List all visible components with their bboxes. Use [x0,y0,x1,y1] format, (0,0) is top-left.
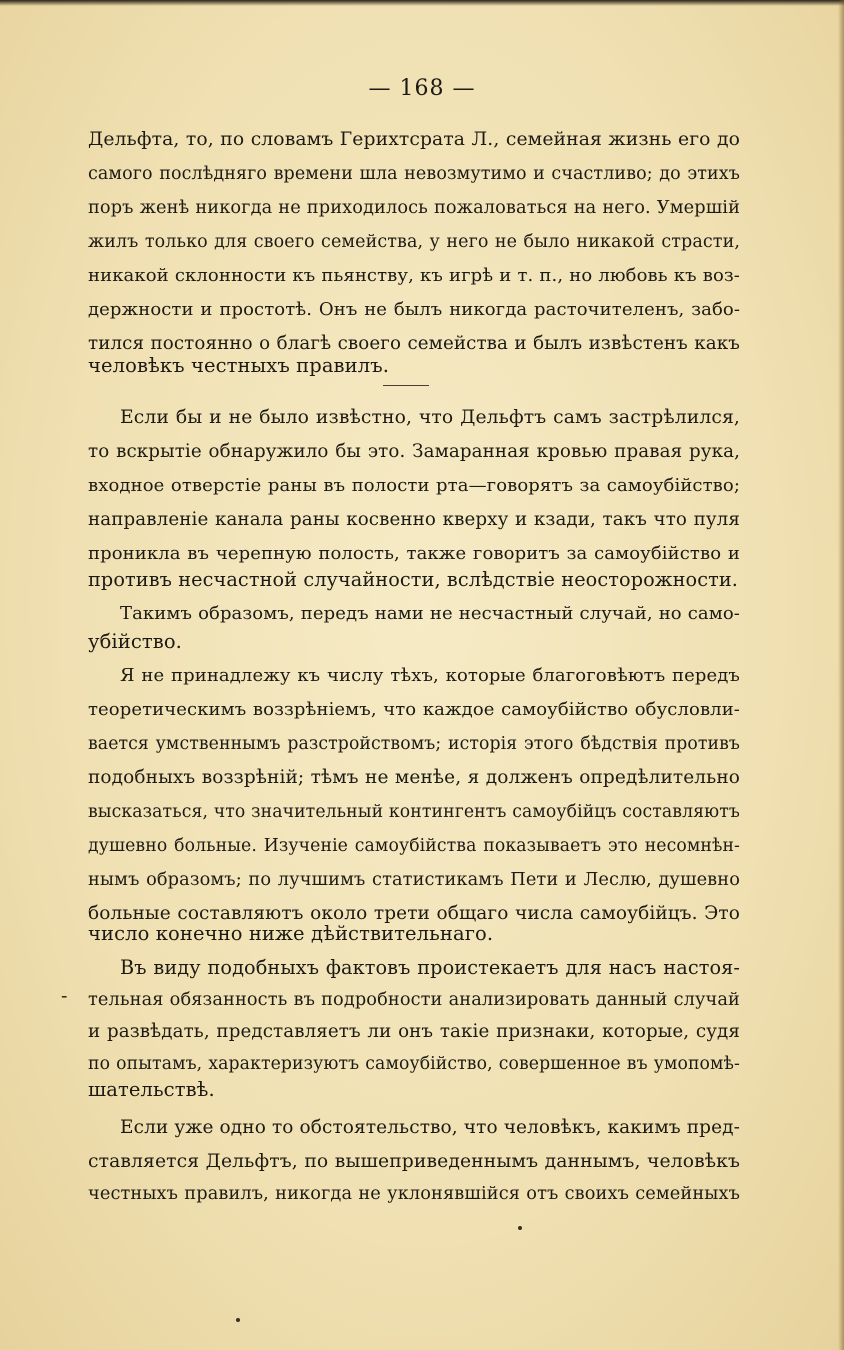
text-line: Если бы и не было извѣстно, что Дельфтъ самъ застрѣлился, [120,407,740,428]
text-line: ставляется Дельфтъ, по вышеприведеннымъ даннымъ, человѣкъ [88,1151,740,1172]
text-line: никакой склонности къ пьянству, къ игрѣ и т. п., но любовь къ воз- [88,265,740,286]
text-line: душевно больные. Изученіе самоубійства показываетъ это несомнѣн- [88,836,740,856]
text-line: по опытамъ, характеризуютъ самоубійство, совершенное въ умопомѣ- [88,1054,740,1074]
text-line: Я не принадлежу къ числу тѣхъ, которые благоговѣютъ передъ [120,665,740,686]
text-line: поръ женѣ никогда не приходилось пожаловаться на него. Умершій [88,198,740,218]
section-divider [383,385,429,386]
text-line: тельная обязанность въ подробности анализировать данный случай [88,990,740,1010]
text-line: число конечно ниже дѣйствительнаго. [88,922,494,945]
text-line: теоретическимъ воззрѣніемъ, что каждое самоубійство обусловли- [88,699,740,720]
margin-mark: - [61,985,68,1007]
page-right-edge [838,0,844,1350]
text-line: честныхъ правилъ, никогда не уклонявшійся отъ своихъ семейныхъ [88,1184,740,1204]
text-line: держности и простотѣ. Онъ не былъ никогда расточителенъ, забо- [88,299,740,320]
text-line: человѣкъ честныхъ правилъ. [88,354,390,377]
text-line: жилъ только для своего семейства, у него не было никакой страсти, [88,232,740,252]
page-top-edge [0,0,844,6]
paper-speck [236,1318,240,1322]
text-line: направленіе канала раны косвенно кверху и кзади, такъ что пуля [88,509,740,530]
text-line: больные составляютъ около трети общаго числа самоубійцъ. Это [88,903,740,924]
text-line: шательствѣ. [88,1078,215,1101]
page-number: — 168 — [368,76,476,101]
text-line: нымъ образомъ; по лучшимъ статистикамъ Пети и Леслю, душевно [88,870,740,890]
text-line: убійство. [88,630,182,653]
text-line: проникла въ черепную полость, также говоритъ за самоубійство и [88,543,740,564]
paper-speck [518,1226,522,1230]
text-line: тился постоянно о благѣ своего семейства и былъ извѣстенъ какъ [88,333,740,354]
text-line: Дельфта, то, по словамъ Герихтсрата Л., семейная жизнь его до [88,129,740,150]
text-line: самого послѣдняго времени шла невозмутимо и счастливо; до этихъ [88,164,740,184]
text-line: Если уже одно то обстоятельство, что человѣкъ, какимъ пред- [120,1117,740,1138]
text-line: противъ несчастной случайности, вслѣдствіе неосторожности. [88,568,739,591]
text-line: вается умственнымъ разстройствомъ; исторія этого бѣдствія противъ [88,734,740,754]
text-line: Такимъ образомъ, передъ нами не несчастный случай, но само- [120,603,740,624]
text-line: то вскрытіе обнаружило бы это. Замаранная кровью правая рука, [88,441,740,462]
text-line: и развѣдать, представляетъ ли онъ такіе признаки, которые, судя [88,1021,740,1042]
text-line: входное отверстіе раны въ полости рта—говорятъ за самоубійство; [88,475,740,496]
text-line: Въ виду подобныхъ фактовъ проистекаетъ для насъ настоя- [120,956,740,979]
text-line: подобныхъ воззрѣній; тѣмъ не менѣе, я долженъ опредѣлительно [88,767,740,788]
text-line: высказаться, что значительный контингентъ самоубійцъ составляютъ [88,802,740,822]
